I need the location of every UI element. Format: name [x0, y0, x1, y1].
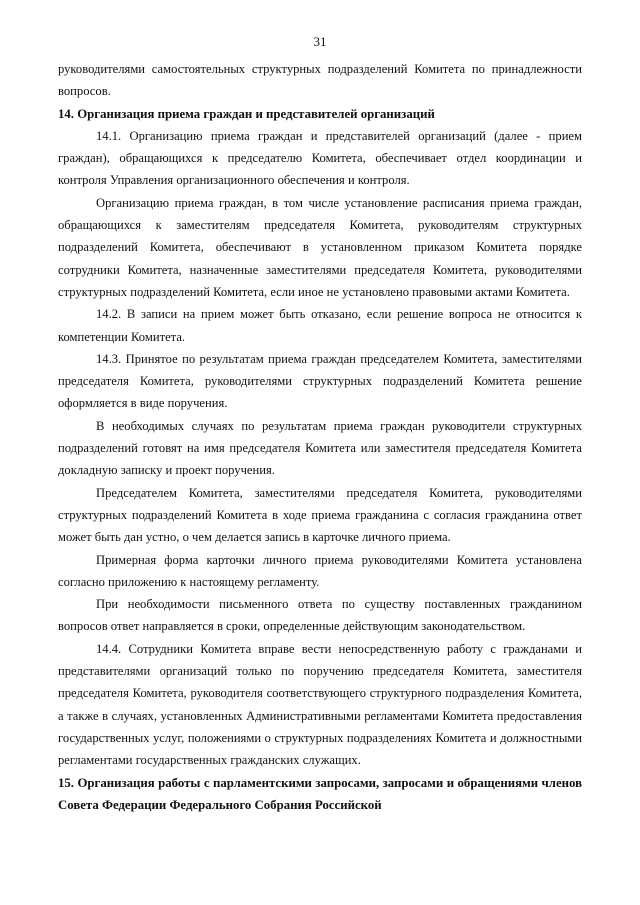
paragraph-14-3: 14.3. Принятое по результатам приема граждан председателем Комитета, заместителями председателя Комитета, руководителями структурных подразделений Комитета решение оформляется в виде поручения.	[58, 351, 582, 411]
paragraph-card-form: Примерная форма карточки личного приема руководителями Комитета установлена согласно приложению к настоящему регламенту.	[58, 552, 582, 589]
paragraph-14-1: 14.1. Организацию приема граждан и представителей организаций (далее - прием граждан), обращающихся к председателю Комитета, обеспечивает отдел координации и контроля Управления организационного обеспечения и контроля.	[58, 128, 582, 188]
continuation-paragraph: руководителями самостоятельных структурных подразделений Комитета по принадлежности вопросов.	[58, 62, 582, 99]
paragraph-written-answer: При необходимости письменного ответа по существу поставленных гражданином вопросов ответ направляется в сроки, определенные действующим законодательством.	[58, 597, 582, 634]
paragraph-reception-organization: Организацию приема граждан, в том числе установление расписания приема граждан, обращающихся к заместителям председателя Комитета, руководителям структурных подразделений Комитета, обеспечивают в установленном приказом Комитета порядке сотрудники Комитета, назначенные заместителями председателя Комитета, руководителями структурных подразделений Комитета, если иное не установлено правовыми актами Комитета.	[58, 195, 582, 299]
section-14-heading: 14. Организация приема граждан и представителей организаций	[58, 106, 435, 121]
paragraph-memo: В необходимых случаях по результатам приема граждан руководители структурных подразделений готовят на имя председателя Комитета или заместителя председателя Комитета докладную записку и проект поручения.	[58, 418, 582, 478]
page-number: 31	[313, 34, 327, 49]
paragraph-oral-answer: Председателем Комитета, заместителями председателя Комитета, руководителями структурных подразделений Комитета в ходе приема гражданина с согласия гражданина ответ может быть дан устно, о чем делается запись в карточке личного приема.	[58, 485, 582, 545]
paragraph-14-4: 14.4. Сотрудники Комитета вправе вести непосредственную работу с гражданами и представителями организаций только по поручению председателя Комитета, заместителя председателя Комитета, руководителя соответствующего структурного подразделения Комитета, а также в случаях, установленных Административными регламентами Комитета предоставления государственных услуг, положениями о структурных подразделениях Комитета и должностными регламентами государственных гражданских служащих.	[58, 641, 582, 768]
paragraph-14-2: 14.2. В записи на прием может быть отказано, если решение вопроса не относится к компетенции Комитета.	[58, 307, 582, 344]
document-body	[58, 58, 582, 816]
section-15-heading: 15. Организация работы с парламентскими запросами, запросами и обращениями членов Совета Федерации Федерального Собрания Российской	[58, 775, 582, 812]
